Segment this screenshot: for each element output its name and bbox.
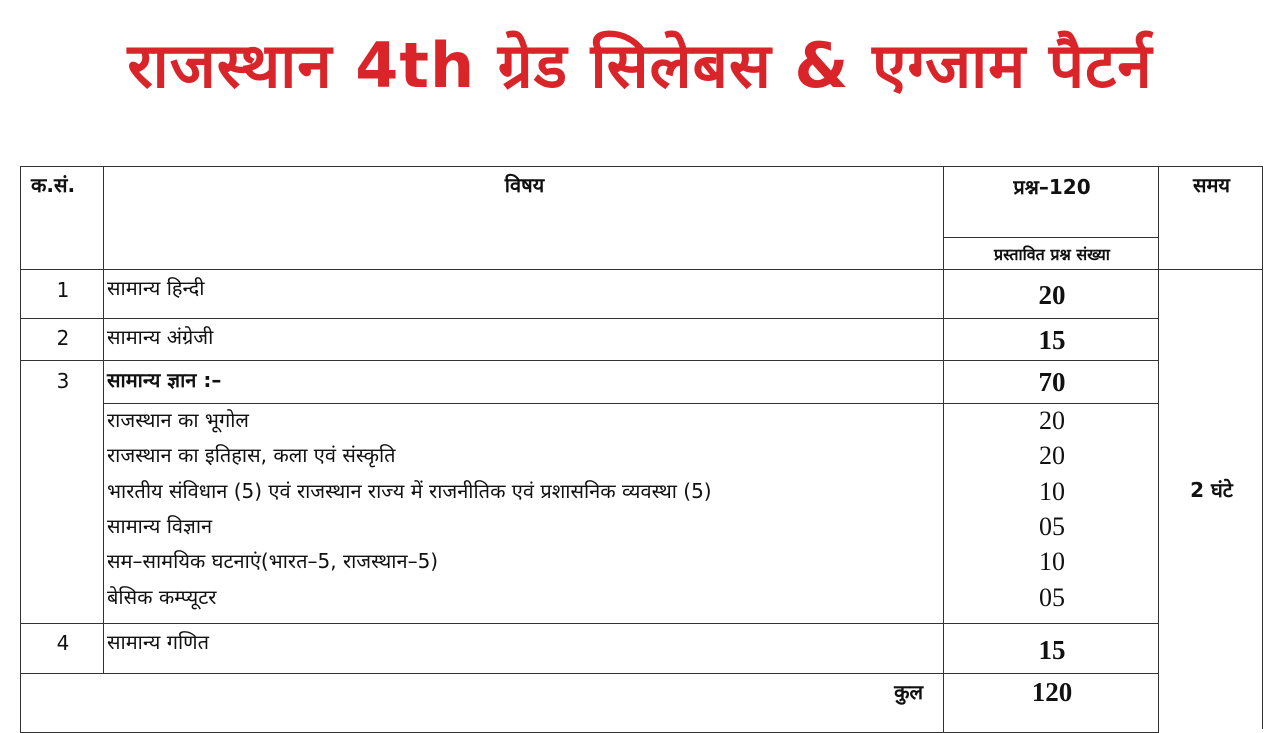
row-questions: 20 — [1038, 280, 1066, 310]
subtopic-questions: 20 — [1039, 406, 1065, 435]
row-4-serial-cell — [20, 623, 104, 674]
row-2-serial-cell — [20, 318, 104, 361]
subtopic-questions: 10 — [1039, 547, 1065, 576]
time-cell — [1158, 269, 1263, 729]
exam-pattern-table — [20, 166, 1263, 726]
header-time-cell — [1158, 166, 1263, 270]
row-1-questions-cell — [943, 269, 1159, 319]
row-1-subject-cell — [103, 269, 944, 319]
row-questions: 15 — [1038, 325, 1066, 355]
total-value-cell — [943, 673, 1159, 733]
header-serial: क.सं. — [31, 173, 76, 197]
subtopic-subject: राजस्थान का इतिहास, कला एवं संस्कृति — [107, 443, 396, 467]
row-subject: सामान्य गणित — [107, 630, 209, 654]
header-questions: प्रश्न–120 — [1013, 175, 1091, 199]
row-subject: सामान्य अंग्रेजी — [107, 325, 214, 349]
header-subject: विषय — [504, 173, 545, 197]
total-value: 120 — [1031, 677, 1073, 707]
time-value: 2 घंटे — [1190, 478, 1233, 502]
header-questions-cell — [943, 166, 1159, 238]
subtopic-subject: सामान्य विज्ञान — [107, 514, 213, 538]
row-questions: 70 — [1038, 367, 1066, 397]
row-4-questions-cell — [943, 623, 1159, 674]
row-4-subject-cell — [103, 623, 944, 674]
row-3-subject-cell — [103, 360, 944, 404]
header-questions-sub: प्रस्तावित प्रश्न संख्या — [994, 245, 1110, 264]
total-label: कुल — [894, 680, 923, 704]
subtopic-subject: बेसिक कम्प्यूटर — [107, 585, 217, 609]
row-serial: 3 — [56, 369, 70, 393]
header-serial-cell — [20, 166, 104, 270]
row-subject: सामान्य हिन्दी — [107, 276, 205, 300]
row-serial: 4 — [56, 631, 70, 655]
row-1-serial-cell — [20, 269, 104, 319]
row-serial: 2 — [56, 326, 70, 350]
subtopic-subject: सम–सामयिक घटनाएं(भारत–5, राजस्थान–5) — [107, 549, 439, 573]
row-2-subject-cell — [103, 318, 944, 361]
total-label-cell — [20, 673, 944, 733]
header-questions-sub-cell — [943, 237, 1159, 270]
subtopic-subject: भारतीय संविधान (5) एवं राजस्थान राज्य में राजनीतिक एवं प्रशासनिक व्यवस्था (5) — [107, 479, 712, 503]
page-title: राजस्थान 4th ग्रेड सिलेबस & एग्जाम पैटर्न — [127, 29, 1153, 102]
subtopics-subject-cell — [103, 403, 944, 624]
row-serial: 1 — [56, 278, 70, 302]
header-subject-cell — [103, 166, 944, 270]
subtopic-questions: 10 — [1039, 477, 1065, 506]
row-2-questions-cell — [943, 318, 1159, 361]
subtopic-subject: राजस्थान का भूगोल — [107, 408, 249, 432]
subtopics-questions-cell — [943, 403, 1159, 624]
subtopic-questions: 05 — [1039, 512, 1065, 541]
row-3-serial-cell — [20, 360, 104, 624]
row-3-questions-cell — [943, 360, 1159, 404]
header-time: समय — [1192, 173, 1231, 197]
row-questions: 15 — [1038, 635, 1066, 665]
subtopic-questions: 05 — [1039, 583, 1065, 612]
row-subject: सामान्य ज्ञान :– — [107, 368, 222, 392]
subtopic-questions: 20 — [1039, 441, 1065, 470]
